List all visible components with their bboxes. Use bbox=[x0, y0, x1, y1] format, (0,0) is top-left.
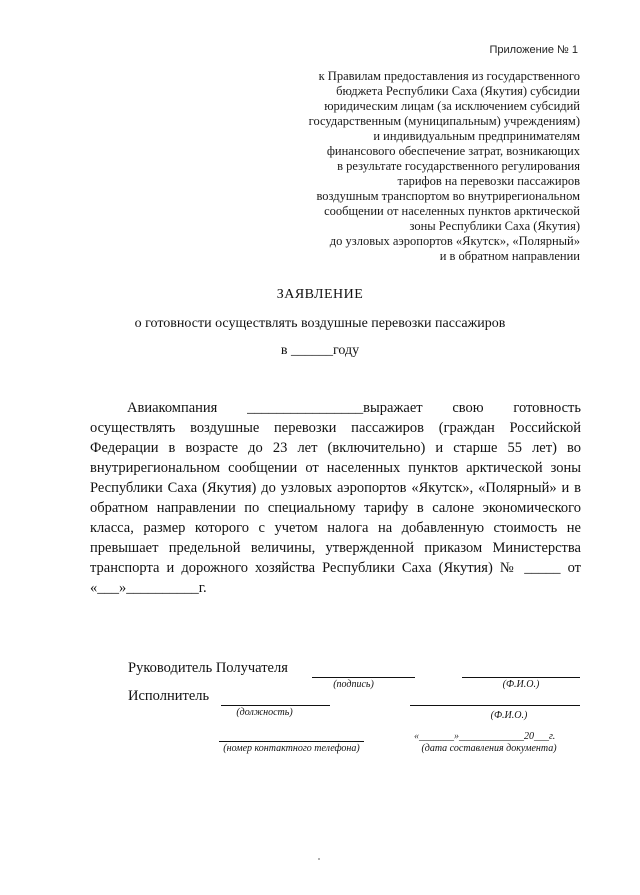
phone-line bbox=[219, 741, 364, 742]
signature-caption: (подпись) bbox=[333, 679, 374, 690]
rules-line: в результате государственного регулирования bbox=[337, 159, 580, 173]
fio-line-1 bbox=[462, 677, 580, 678]
rules-line: и индивидуальным предпринимателям bbox=[373, 129, 580, 143]
executor-label: Исполнитель bbox=[128, 688, 210, 704]
scan-dot bbox=[318, 858, 320, 860]
rules-line: бюджета Республики Саха (Якутия) субсидии bbox=[336, 84, 580, 98]
rules-line: и в обратном направлении bbox=[439, 249, 580, 263]
date-template: «_______»_____________20___г. bbox=[414, 731, 556, 742]
rules-line: сообщении от населенных пунктов арктической bbox=[324, 204, 580, 218]
rules-line: воздушным транспортом во внутрирегиональном bbox=[316, 189, 580, 203]
fio-line-2 bbox=[410, 705, 580, 706]
rules-line: к Правилам предоставления из государственного bbox=[318, 69, 580, 83]
year-line: в ______году bbox=[280, 343, 360, 358]
statement-paragraph: Авиакомпания ________________выражает свою готовность осуществлять воздушные перевозки пассажиров (граждан Российской Федерации в возрасте до 23 лет (включительно) и старше 55 лет) во внутрирегиональном сообщении от населенных пунктов арктической зоны Республики Саха (Якутия) до узловых аэропортов «Якутск», «Полярный» и в обратном направлении по специальному тарифу в салоне экономического класса, размер которого с учетом налога на добавленную стоимость не превышает предельной величины, утвержденной приказом Министерства транспорта и дорожного хозяйства Республики Саха (Якутия) № _____ от «___»__________г. bbox=[90, 400, 581, 596]
document-subtitle: о готовности осуществлять воздушные перевозки пассажиров bbox=[134, 316, 506, 331]
signature-line bbox=[312, 677, 415, 678]
rules-line: государственным (муниципальным) учреждениям) bbox=[308, 114, 580, 128]
position-caption: (должность) bbox=[236, 707, 293, 718]
rules-line: юридическим лицам (за исключением субсидий bbox=[324, 99, 580, 113]
document-title: ЗАЯВЛЕНИЕ bbox=[276, 287, 364, 302]
rules-line: тарифов на перевозки пассажиров bbox=[397, 174, 580, 188]
date-caption: (дата составления документа) bbox=[421, 743, 557, 754]
statement-body bbox=[90, 398, 581, 598]
rules-line: до узловых аэропортов «Якутск», «Полярный» bbox=[329, 234, 580, 248]
fio-caption-1: (Ф.И.О.) bbox=[502, 679, 540, 690]
fio-caption-2: (Ф.И.О.) bbox=[490, 710, 528, 721]
head-label: Руководитель Получателя bbox=[128, 660, 288, 676]
phone-caption: (номер контактного телефона) bbox=[223, 743, 360, 754]
position-line bbox=[221, 705, 330, 706]
appendix-number: Приложение № 1 bbox=[489, 44, 578, 56]
rules-line: финансового обеспечение затрат, возникающих bbox=[326, 144, 580, 158]
rules-line: зоны Республики Саха (Якутия) bbox=[409, 219, 580, 233]
rules-reference bbox=[250, 69, 580, 264]
